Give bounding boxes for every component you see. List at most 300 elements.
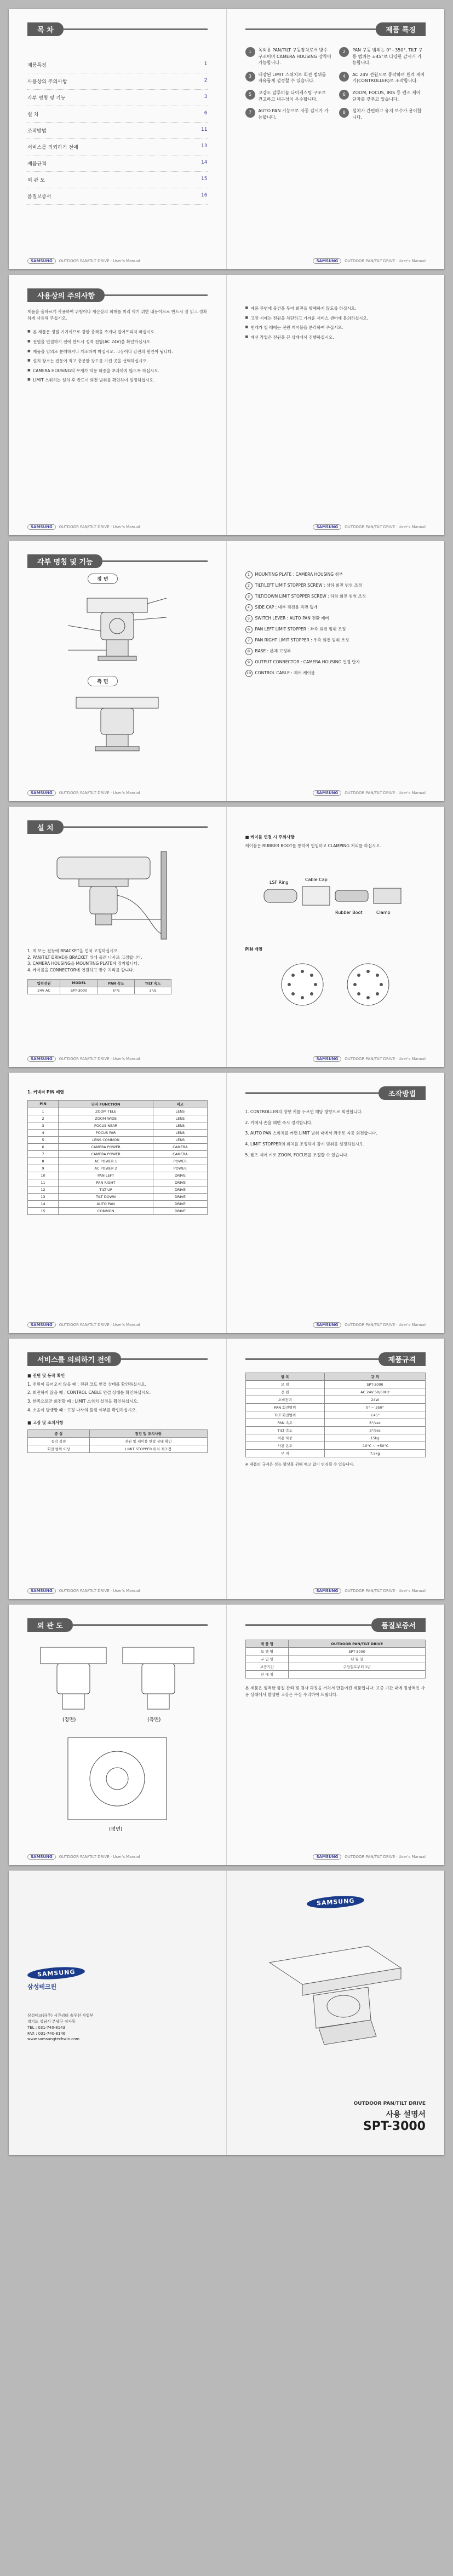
toc-row	[27, 139, 208, 155]
feature-number: 8	[339, 108, 349, 118]
side-caption: (측면)	[147, 1717, 161, 1723]
feature-number: 6	[339, 90, 349, 100]
table-cell: 6	[28, 1143, 59, 1150]
install-step: 1. 벽 또는 천장에 BRACKET을 먼저 고정하십시오.	[27, 948, 119, 953]
operation-text	[245, 1109, 426, 1158]
spec-note: ※ 제품의 규격은 성능 향상을 위해 예고 없이 변경될 수 있습니다.	[245, 1462, 354, 1467]
specs-page	[227, 1339, 445, 1599]
footer-text: OUTDOOR PAN/TILT DRIVE · User's Manual	[345, 1057, 426, 1061]
features-banner	[245, 23, 426, 35]
table-row	[28, 1150, 208, 1157]
table-cell: DRIVE	[153, 1172, 207, 1179]
operation-step: 3. AUTO PAN 스위치를 켜면 LIMIT 범위 내에서 좌우로 자동 회전합니다.	[245, 1131, 377, 1136]
footer-text: OUTDOOR PAN/TILT DRIVE · User's Manual	[345, 525, 426, 529]
table-cell: 5	[28, 1136, 59, 1143]
pin-table	[27, 1100, 208, 1215]
cautions-list-right	[245, 305, 426, 341]
toc-row	[27, 90, 208, 106]
toc-row	[27, 106, 208, 123]
table-cell: LIMIT STOPPER 위치 재조정	[89, 1445, 207, 1452]
warranty-banner	[245, 1619, 426, 1631]
connector-pin	[380, 983, 383, 986]
table-header: TILT 속도	[135, 979, 171, 987]
spread-toc-features	[9, 9, 444, 269]
table-cell: -10°C ~ +50°C	[325, 1442, 426, 1450]
table-cell: DRIVE	[153, 1207, 207, 1214]
part-number: 9	[245, 659, 253, 666]
table-cell: DRIVE	[153, 1179, 207, 1186]
footer-text: OUTDOOR PAN/TILT DRIVE · User's Manual	[345, 259, 426, 263]
spread-installation	[9, 807, 444, 1067]
table-cell: 년 월 일	[289, 1655, 426, 1663]
table-cell: DRIVE	[153, 1193, 207, 1200]
table-cell: 허용 하중	[245, 1434, 325, 1442]
table-cell: 15kg	[325, 1434, 426, 1442]
part-text: CONTROL CABLE : 제어 케이블	[255, 670, 315, 675]
table-cell: LENS	[153, 1122, 207, 1129]
mount-shape	[95, 914, 112, 925]
table-cell: FOCUS FAR	[59, 1129, 153, 1136]
table-cell: AC POWER 1	[59, 1157, 153, 1165]
footer-logo: SAMSUNG	[313, 1322, 341, 1328]
warranty-text: 본 제품은 엄격한 품질 관리 및 검사 과정을 거쳐서 만들어진 제품입니다. 보증 기간 내에 정상적인 사용 상태에서 발생한 고장은 무상 수리하여 드립니다.	[245, 1686, 425, 1697]
table-cell: PAN LEFT	[59, 1172, 153, 1179]
table-cell: 15	[28, 1207, 59, 1214]
table-cell: 12	[28, 1186, 59, 1193]
lsf-label: LSF Ring	[269, 880, 289, 885]
table-cell: 4	[28, 1129, 59, 1136]
camera-housing-shape	[57, 857, 150, 879]
table-cell: SPT-3000	[325, 1381, 426, 1388]
toc-page-number: 3	[204, 94, 208, 100]
part-text: PAN LEFT LIMIT STOPPER : 좌측 회전 범위 조정	[255, 627, 346, 632]
footer-text: OUTDOOR PAN/TILT DRIVE · User's Manual	[59, 1855, 140, 1859]
wall-shape	[161, 852, 167, 939]
install-banner	[27, 821, 208, 833]
footer-text: OUTDOOR PAN/TILT DRIVE · User's Manual	[59, 1589, 140, 1593]
footer	[245, 1854, 426, 1860]
connector-pin	[376, 974, 379, 977]
caution-item: ■ 배선 작업은 전원을 끈 상태에서 진행하십시오.	[245, 334, 426, 341]
table-row	[245, 1655, 426, 1663]
cable-shape	[117, 895, 161, 934]
table-cell: LENS	[153, 1108, 207, 1115]
part-text: BASE : 본체 고정부	[255, 649, 291, 653]
footer-text: OUTDOOR PAN/TILT DRIVE · User's Manual	[345, 1589, 426, 1593]
footer	[27, 258, 208, 264]
feature-number: 7	[245, 108, 255, 118]
outline-page	[9, 1605, 227, 1865]
table-cell: PAN RIGHT	[59, 1179, 153, 1186]
features-title: 제품 특징	[376, 22, 426, 36]
model-title: SPT-3000	[363, 2120, 426, 2133]
cable-text: 케이블은 RUBBER BOOT를 통하여 인입하고 CLAMPING 처리를 하십시오.	[245, 843, 381, 848]
toc-row	[27, 172, 208, 188]
table-cell: 11	[28, 1179, 59, 1186]
part-number: 3	[245, 593, 253, 600]
table-cell: LENS	[153, 1136, 207, 1143]
cable-title: ■ 케이블 연결 시 주의사항	[245, 835, 295, 840]
toc-label: 설 치	[27, 112, 39, 118]
table-cell: 모 델	[245, 1381, 325, 1388]
part-number: 6	[245, 626, 253, 633]
feature-text: 고강도 알루미늄 다이캐스팅 구조로 견고하고 내구성이 우수합니다.	[258, 90, 326, 102]
part-text: TILT/DOWN LIMIT STOPPER SCREW : 하향 회전 범위 조정	[255, 594, 366, 599]
connector-pin	[366, 996, 370, 999]
table-cell: AC 24V 50/60Hz	[325, 1388, 426, 1396]
table-row	[28, 1165, 208, 1172]
toc-label: 각부 명칭 및 기능	[27, 96, 66, 101]
connector-pin	[291, 992, 295, 995]
table-cell: 무 게	[245, 1450, 325, 1457]
footer-logo: SAMSUNG	[313, 1854, 341, 1860]
table-cell: POWER	[153, 1165, 207, 1172]
footer-logo: SAMSUNG	[27, 1322, 56, 1328]
table-cell: 구 입 일	[245, 1655, 289, 1663]
part-item	[245, 593, 426, 600]
table-row	[28, 1445, 208, 1452]
table-row	[28, 1122, 208, 1129]
feature-text: PAN 구동 범위는 0°~350°, TILT 구동 범위는 ±45°로 다양한 감시가 가능합니다.	[352, 48, 423, 66]
caution-item: ■ LIMIT 스위치는 설치 후 반드시 회전 범위를 확인하여 설정하십시오.	[27, 377, 208, 384]
service-title: 서비스를 의뢰하기 전에	[27, 1352, 121, 1366]
toc-list	[27, 57, 208, 205]
footer	[245, 258, 426, 264]
table-row	[28, 1186, 208, 1193]
part-item	[245, 637, 426, 644]
table-cell: AC POWER 2	[59, 1165, 153, 1172]
install-page-left	[9, 807, 227, 1067]
warranty-title: 품질보증서	[371, 1618, 426, 1632]
install-step: 3. CAMERA HOUSING을 MOUNTING PLATE에 장착합니다.	[27, 961, 139, 966]
table-row	[28, 1437, 208, 1445]
table-row	[28, 1172, 208, 1179]
feature-text: AUTO PAN 기능으로 자동 감시가 가능합니다.	[258, 108, 329, 120]
company-name: 삼성테크윈	[27, 1983, 57, 1990]
plate-shape	[79, 879, 128, 887]
side-view-label: 측 면	[88, 676, 118, 686]
connector-pin	[376, 992, 379, 995]
table-row	[28, 1108, 208, 1115]
part-number: 4	[245, 604, 253, 611]
table-row	[245, 1381, 426, 1388]
table-header: 점검 및 조치사항	[89, 1429, 207, 1437]
feature-text: 옥외용 PAN/TILT 구동장치로서 방수 구조이며 CAMERA HOUSING 장착이 가능합니다.	[258, 48, 331, 66]
caution-item: ■ 제품을 임의로 분해하거나 개조하지 마십시오. 고장이나 감전의 원인이 됩니다.	[27, 349, 208, 355]
feature-number: 3	[245, 72, 255, 82]
table-cell: TILT 회전범위	[245, 1411, 325, 1419]
table-cell: 6°/s	[98, 987, 134, 994]
feature-text: AC 24V 전원으로 동작하며 원격 제어기(CONTROLLER)로 조작합니다.	[352, 72, 425, 84]
connector-pin	[357, 992, 360, 995]
feature-text: 설치가 간편하고 유지 보수가 용이합니다.	[352, 108, 422, 120]
service-item: 2. 회전하지 않을 때 : CONTROL CABLE 연결 상태를 확인하십시오.	[27, 1390, 151, 1396]
table-cell: 소비전력	[245, 1396, 325, 1404]
feature-number: 2	[339, 47, 349, 57]
table-cell: 사용 온도	[245, 1442, 325, 1450]
part-text: SIDE CAP : 내부 점검용 측면 덮개	[255, 605, 318, 610]
table-row	[28, 1143, 208, 1150]
table-cell: LENS COMMON	[59, 1136, 153, 1143]
table-row	[245, 1442, 426, 1450]
table-cell: 구입일로부터 1년	[289, 1663, 426, 1671]
table-row	[28, 1115, 208, 1122]
base-plate-shape	[98, 656, 136, 661]
connector-pin	[301, 970, 304, 973]
side-plate-shape	[76, 697, 158, 708]
feature-number: 1	[245, 47, 255, 57]
table-header: 항 목	[245, 1373, 325, 1381]
operation-banner	[245, 1087, 426, 1099]
outline-banner	[27, 1619, 208, 1631]
specs-banner	[245, 1353, 426, 1365]
toc-page-number: 15	[201, 176, 208, 182]
table-header: 비고	[153, 1100, 207, 1108]
table-cell: 24W	[325, 1396, 426, 1404]
manual-title: 사용 설명서	[386, 2110, 426, 2119]
part-item	[245, 604, 426, 611]
footer-logo: SAMSUNG	[313, 790, 341, 796]
table-cell: 전 원	[245, 1388, 325, 1396]
table-header: 규 격	[325, 1373, 426, 1381]
table-cell	[289, 1671, 426, 1678]
toc-page-number: 1	[204, 61, 208, 67]
connector-pin	[310, 974, 313, 977]
side-base-shape	[106, 734, 128, 746]
operation-page-right	[227, 1073, 445, 1333]
footer-logo: SAMSUNG	[313, 258, 341, 264]
table-cell: CAMERA POWER	[59, 1150, 153, 1157]
caution-item: ■ 번개가 칠 때에는 전원 케이블을 분리하여 주십시오.	[245, 325, 426, 331]
table-cell: AUTO PAN	[59, 1200, 153, 1207]
part-item	[245, 648, 426, 655]
service-item: 1. 전원이 들어오지 않을 때 : 전원 코드 연결 상태를 확인하십시오.	[27, 1381, 147, 1387]
toc-row	[27, 123, 208, 139]
side-baseplate-shape	[95, 746, 139, 751]
table-cell: 3	[28, 1122, 59, 1129]
caution-item: ■ CAMERA HOUSING의 무게가 허용 하중을 초과하지 않도록 하십시오.	[27, 368, 208, 374]
side-body-shape	[101, 708, 134, 734]
table-cell: ZOOM TELE	[59, 1108, 153, 1115]
footer-text: OUTDOOR PAN/TILT DRIVE · User's Manual	[59, 791, 140, 795]
part-item	[245, 615, 426, 622]
table-cell: 동작 불량	[28, 1437, 90, 1445]
toc-row	[27, 57, 208, 73]
feature-item	[245, 72, 332, 84]
feature-text: ZOOM, FOCUS, IRIS 등 렌즈 제어 단자를 갖추고 있습니다.	[352, 90, 421, 102]
table-cell: PAN 회전범위	[245, 1404, 325, 1411]
spread-service-specs	[9, 1339, 444, 1599]
footer-logo: SAMSUNG	[27, 790, 56, 796]
toc-page-number: 16	[201, 193, 208, 198]
company-address	[27, 2013, 208, 2042]
footer-text: OUTDOOR PAN/TILT DRIVE · User's Manual	[59, 525, 140, 529]
warranty-page	[227, 1605, 445, 1865]
table-row	[28, 1129, 208, 1136]
footer	[245, 1322, 426, 1328]
footer-logo: SAMSUNG	[27, 1854, 56, 1860]
table-cell: 3°/s	[135, 987, 171, 994]
footer-logo: SAMSUNG	[27, 1056, 56, 1062]
table-row	[28, 1157, 208, 1165]
table-header: PIN	[28, 1100, 59, 1108]
table-cell: 24V AC	[28, 987, 60, 994]
footer-text: OUTDOOR PAN/TILT DRIVE · User's Manual	[59, 259, 140, 263]
operation-step: 2. 키에서 손을 떼면 즉시 정지합니다.	[245, 1120, 313, 1125]
service-sub1: ■ 전원 및 동작 확인	[27, 1373, 65, 1378]
caution-item: ■ 고장 시에는 전원을 차단하고 가까운 서비스 센터에 문의하십시오.	[245, 315, 426, 322]
toc-page-number: 14	[201, 160, 208, 165]
installation-drawing	[35, 841, 199, 945]
table-cell: ZOOM WIDE	[59, 1115, 153, 1122]
footer-logo: SAMSUNG	[313, 1588, 341, 1594]
part-number: 1	[245, 571, 253, 578]
connector-pin	[310, 992, 313, 995]
table-row	[28, 1207, 208, 1214]
service-page	[9, 1339, 227, 1599]
service-banner	[27, 1353, 208, 1365]
part-number: 7	[245, 637, 253, 644]
toc-label: 서비스를 의뢰하기 전에	[27, 145, 78, 150]
table-cell: 10	[28, 1172, 59, 1179]
part-number: 10	[245, 670, 253, 677]
table-cell: FOCUS NEAR	[59, 1122, 153, 1129]
table-row	[245, 1388, 426, 1396]
boot-label: Rubber Boot	[335, 910, 363, 916]
address-line: 삼성테크윈(주) 시큐리티 솔루션 사업부	[27, 2013, 94, 2018]
table-row	[245, 1396, 426, 1404]
connector-pin	[366, 970, 370, 973]
parts-list	[245, 571, 426, 677]
table-cell: COMMON	[59, 1207, 153, 1214]
part-text: SWITCH LEVER : AUTO PAN 전환 레버	[255, 616, 329, 621]
warranty-table	[245, 1640, 426, 1678]
table-cell: 13	[28, 1193, 59, 1200]
cover-logo: SAMSUNG	[306, 1894, 365, 1909]
address-line: FAX : 031-740-8146	[27, 2031, 66, 2036]
front-view-label: 정 면	[88, 574, 118, 584]
footer-logo: SAMSUNG	[27, 1588, 56, 1594]
part-text: MOUNTING PLATE : CAMERA HOUSING 취부	[255, 572, 343, 577]
address-line: www.samsungtechwin.com	[27, 2037, 80, 2042]
footer	[27, 1588, 208, 1594]
toc-title: 목 차	[27, 22, 64, 36]
toc-label: 조작방법	[27, 129, 47, 134]
footer-text: OUTDOOR PAN/TILT DRIVE · User's Manual	[345, 791, 426, 795]
part-text: TILT/LEFT LIMIT STOPPER SCREW : 상하 회전 범위 조정	[255, 583, 363, 588]
footer-text: OUTDOOR PAN/TILT DRIVE · User's Manual	[59, 1323, 140, 1327]
part-number: 2	[245, 582, 253, 589]
footer-logo: SAMSUNG	[313, 1056, 341, 1062]
table-row	[245, 1404, 426, 1411]
features-list	[245, 47, 426, 120]
pin-diagram	[264, 957, 406, 1012]
outline-drawing	[30, 1636, 205, 1844]
toc-banner	[27, 23, 208, 35]
drive-shape	[90, 887, 117, 914]
spread-part-names	[9, 541, 444, 801]
table-cell: 1	[28, 1108, 59, 1115]
footer	[245, 790, 426, 796]
part-text: OUTPUT CONNECTOR : CAMERA HOUSING 연결 단자	[255, 659, 360, 664]
table-cell: 모 델 명	[245, 1648, 289, 1655]
table-row	[245, 1427, 426, 1434]
spread-cautions	[9, 275, 444, 535]
feature-item	[245, 108, 332, 120]
front-caption: (정면)	[62, 1717, 76, 1723]
operation-step: 1. CONTROLLER의 방향 키를 누르면 해당 방향으로 회전합니다.	[245, 1109, 363, 1114]
toc-row	[27, 73, 208, 90]
toc-page	[9, 9, 227, 269]
toc-page-number: 13	[201, 143, 208, 149]
table-row	[28, 1179, 208, 1186]
mounting-plate-shape	[87, 598, 147, 612]
service-sub2: ■ 고장 및 조치사항	[27, 1420, 64, 1426]
connector-pin	[301, 996, 304, 999]
feature-item	[245, 47, 332, 66]
table-header: 단자 FUNCTION	[59, 1100, 153, 1108]
cap-label: Cable Cap	[305, 877, 328, 883]
table-cell: 7	[28, 1150, 59, 1157]
table-cell: LENS	[153, 1129, 207, 1136]
back-cover	[9, 1871, 227, 2155]
spread-outline-warranty	[9, 1605, 444, 1865]
connector-pin	[291, 974, 295, 977]
table-header: MODEL	[60, 979, 98, 987]
table-row	[28, 1200, 208, 1207]
table-cell: 8	[28, 1157, 59, 1165]
cautions-page-left	[9, 275, 227, 535]
cable-drawing	[253, 856, 417, 939]
feature-item	[339, 108, 426, 120]
footer	[245, 1588, 426, 1594]
connector-pin	[357, 974, 360, 977]
table-row	[245, 1648, 426, 1655]
part-item	[245, 582, 426, 589]
caution-item: ■ 설치 장소는 진동이 적고 충분한 강도를 가진 곳을 선택하십시오.	[27, 358, 208, 364]
table-header: 제 품 명	[245, 1640, 289, 1648]
table-cell: 14	[28, 1200, 59, 1207]
table-cell: SPT-3000	[289, 1648, 426, 1655]
pin-table-title: 1. 커넥터 PIN 배열	[27, 1090, 64, 1095]
table-cell: 판 매 점	[245, 1671, 289, 1678]
top-caption: (평면)	[109, 1827, 123, 1832]
footer	[27, 1056, 208, 1062]
table-cell: POWER	[153, 1157, 207, 1165]
connector-pin	[288, 983, 291, 986]
install-step: 2. PAN/TILT DRIVE를 BRACKET 위에 올려 나사로 고정합니다.	[27, 954, 142, 960]
table-row	[245, 1450, 426, 1457]
footer-logo: SAMSUNG	[27, 524, 56, 530]
front-cover	[227, 1871, 445, 2155]
specs-table	[245, 1373, 426, 1457]
parts-banner	[27, 555, 208, 567]
table-header: OUTDOOR PAN/TILT DRIVE	[289, 1640, 426, 1648]
table-row	[28, 987, 171, 994]
footer	[245, 1056, 426, 1062]
clamp-label: Clamp	[376, 910, 391, 916]
toc-row	[27, 155, 208, 172]
footer	[27, 1322, 208, 1328]
cautions-title: 사용상의 주의사항	[27, 288, 105, 302]
operation-page-left	[9, 1073, 227, 1333]
table-cell: TILT 속도	[245, 1427, 325, 1434]
cautions-list-left	[27, 329, 208, 384]
part-item	[245, 659, 426, 666]
address-line: TEL : 031-740-8143	[27, 2025, 65, 2030]
toc-page-number: 2	[204, 78, 208, 83]
footer-logo: SAMSUNG	[27, 258, 56, 264]
